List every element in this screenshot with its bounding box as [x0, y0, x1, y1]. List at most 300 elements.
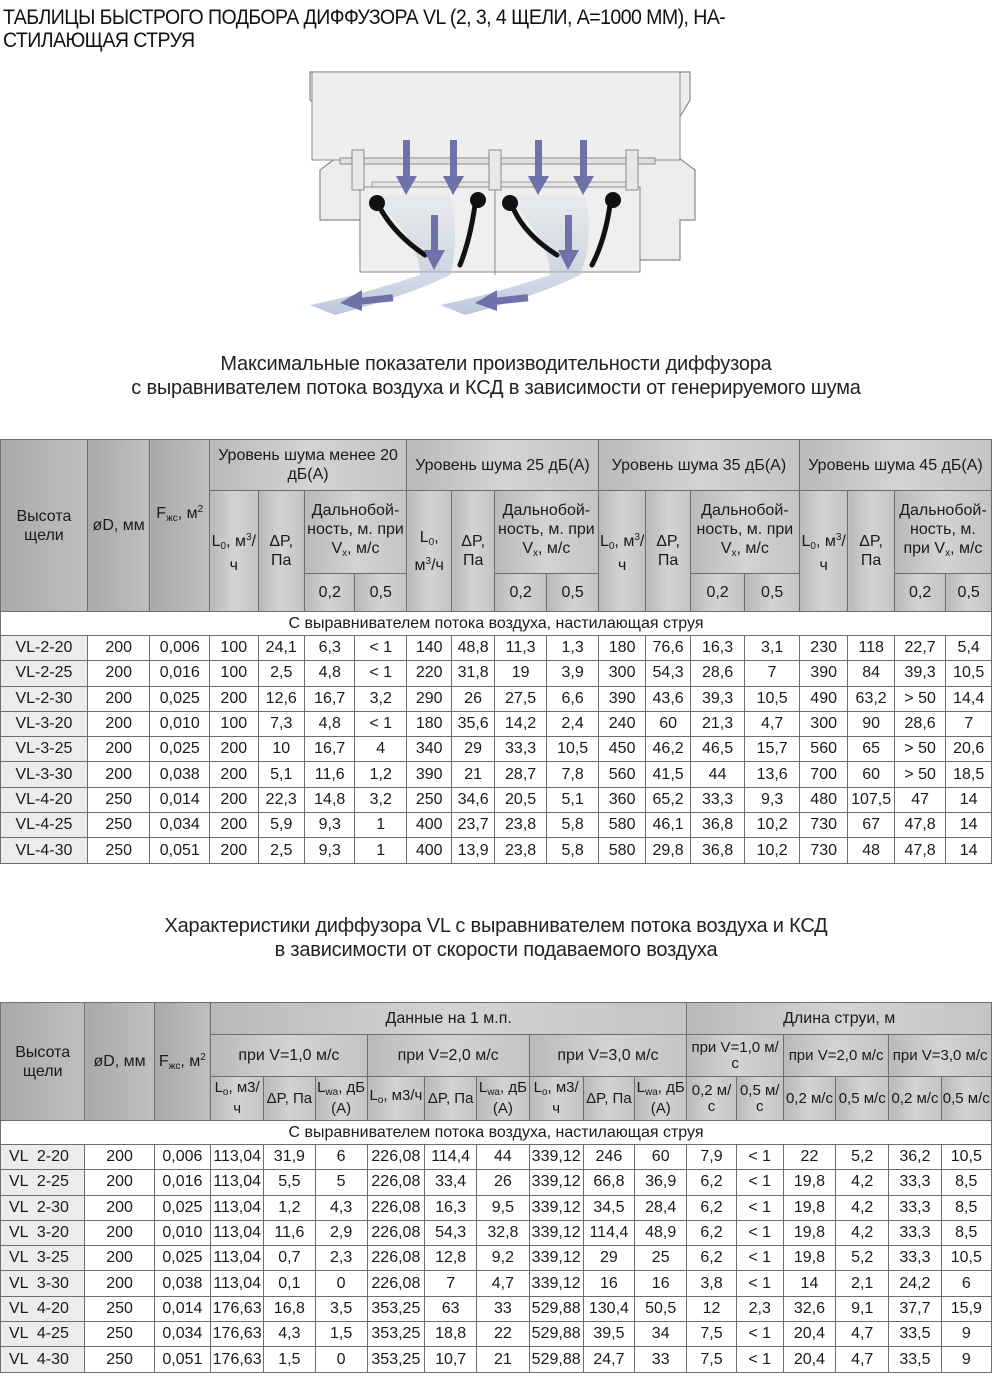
value-cell: 113,04	[211, 1145, 264, 1170]
value-cell: 32,6	[783, 1296, 835, 1321]
value-cell: 6	[941, 1271, 991, 1296]
value-cell: 6,2	[687, 1220, 736, 1245]
header-noise-group-45: Уровень шума 45 дБ(А)	[799, 440, 991, 491]
value-cell: 4,8	[304, 711, 355, 736]
value-cell: 19,8	[783, 1246, 835, 1271]
value-cell: 33	[635, 1347, 687, 1372]
value-cell: 14	[946, 787, 992, 812]
model-cell: VL 3-30	[1, 1271, 85, 1296]
value-cell: 353,25	[367, 1347, 424, 1372]
value-cell: 7	[946, 711, 992, 736]
value-cell: 4,2	[836, 1170, 889, 1195]
value-cell: 39,3	[894, 661, 946, 686]
value-cell: 33,3	[889, 1195, 941, 1220]
table-row	[1, 1195, 992, 1220]
value-cell: 10,2	[745, 838, 800, 863]
header-throw: Дальнобой-ность, м. при $V_x$, м/с	[690, 491, 799, 574]
model-cell: VL 2-30	[1, 1195, 85, 1220]
model-cell: VL 3-25	[1, 1246, 85, 1271]
value-cell: 18,5	[946, 762, 992, 787]
value-cell: 6,2	[687, 1195, 736, 1220]
value-cell: 300	[598, 661, 645, 686]
value-cell: 529,88	[529, 1296, 583, 1321]
table1-caption-line-1: Максимальные показатели производительности диффузора	[220, 353, 772, 375]
value-cell: 48	[848, 838, 894, 863]
value-cell: 226,08	[367, 1145, 424, 1170]
value-cell: 24,1	[258, 636, 304, 661]
header-v05: 0,5	[547, 574, 599, 612]
value-cell: 25	[635, 1246, 687, 1271]
value-cell: 16,8	[264, 1296, 315, 1321]
value-cell: 2,1	[836, 1271, 889, 1296]
value-cell: 0	[315, 1347, 367, 1372]
table-row	[1, 1347, 992, 1372]
value-cell: 2,4	[547, 711, 599, 736]
header-diameter: øD, мм	[87, 440, 150, 612]
value-cell: 200	[85, 1220, 154, 1245]
value-cell: 19,8	[783, 1170, 835, 1195]
value-cell: 2,5	[258, 661, 304, 686]
value-cell: 10,5	[547, 737, 599, 762]
value-cell: 7	[425, 1271, 477, 1296]
value-cell: 7,9	[687, 1145, 736, 1170]
value-cell: 4,8	[304, 661, 355, 686]
value-cell: 9,1	[836, 1296, 889, 1321]
value-cell: 10,5	[941, 1246, 991, 1271]
table2-caption-line-1: Характеристики диффузора VL с выравнивателем потока воздуха и КСД	[164, 915, 828, 937]
value-cell: 28,7	[494, 762, 547, 787]
value-cell: < 1	[355, 661, 407, 686]
table-row	[1, 762, 992, 787]
value-cell: 26	[477, 1170, 529, 1195]
value-cell: 8,5	[941, 1195, 991, 1220]
value-cell: 200	[87, 686, 150, 711]
value-cell: 3,5	[315, 1296, 367, 1321]
value-cell: 66,8	[583, 1170, 634, 1195]
value-cell: 200	[210, 838, 258, 863]
table-row	[1, 1220, 992, 1245]
header-speed-2: при V=2,0 м/с	[367, 1035, 529, 1077]
value-cell: 2,9	[315, 1220, 367, 1245]
value-cell: 12,6	[258, 686, 304, 711]
value-cell: 529,88	[529, 1347, 583, 1372]
value-cell: 180	[598, 636, 645, 661]
noise-performance-table	[0, 439, 992, 864]
value-cell: 24,2	[889, 1271, 941, 1296]
header-pressure-drop: ΔP, Па	[258, 491, 304, 612]
model-cell: VL 2-25	[1, 1170, 85, 1195]
value-cell: 0,014	[150, 787, 210, 812]
value-cell: 560	[598, 762, 645, 787]
value-cell: 47	[894, 787, 946, 812]
value-cell: 15,7	[745, 737, 800, 762]
value-cell: 360	[598, 787, 645, 812]
value-cell: < 1	[736, 1220, 783, 1245]
value-cell: 34	[635, 1322, 687, 1347]
value-cell: 46,2	[646, 737, 690, 762]
header-jet-speed-3: при V=3,0 м/с	[889, 1035, 992, 1077]
header-v02: 0,2	[304, 574, 355, 612]
value-cell: 36,9	[635, 1170, 687, 1195]
value-cell: 176,63	[211, 1296, 264, 1321]
value-cell: 14,2	[494, 711, 547, 736]
value-cell: > 50	[894, 762, 946, 787]
value-cell: 450	[598, 737, 645, 762]
value-cell: 20,4	[783, 1322, 835, 1347]
value-cell: 100	[210, 711, 258, 736]
value-cell: 100	[210, 661, 258, 686]
value-cell: 35,6	[452, 711, 494, 736]
value-cell: 113,04	[211, 1271, 264, 1296]
value-cell: 113,04	[211, 1195, 264, 1220]
value-cell: 16,3	[690, 636, 745, 661]
value-cell: 0	[315, 1271, 367, 1296]
value-cell: 16	[635, 1271, 687, 1296]
value-cell: 10,7	[425, 1347, 477, 1372]
value-cell: 5,8	[547, 838, 599, 863]
header-v05: 0,5 м/с	[836, 1077, 889, 1121]
value-cell: < 1	[355, 636, 407, 661]
value-cell: 339,12	[529, 1195, 583, 1220]
value-cell: 9,3	[745, 787, 800, 812]
value-cell: 23,8	[494, 838, 547, 863]
value-cell: 34,5	[583, 1195, 634, 1220]
value-cell: 339,12	[529, 1271, 583, 1296]
value-cell: 44	[477, 1145, 529, 1170]
value-cell: 0,010	[154, 1220, 210, 1245]
header-sound-level: $L_{wa}$, дБ (А)	[477, 1077, 529, 1121]
value-cell: 200	[85, 1170, 154, 1195]
value-cell: 0,025	[154, 1195, 210, 1220]
value-cell: 6,6	[547, 686, 599, 711]
value-cell: 46,5	[690, 737, 745, 762]
value-cell: 5,2	[836, 1246, 889, 1271]
table-row	[1, 636, 992, 661]
model-cell: VL-2-25	[1, 661, 88, 686]
value-cell: 33,4	[425, 1170, 477, 1195]
value-cell: 33,3	[889, 1220, 941, 1245]
model-cell: VL-3-30	[1, 762, 88, 787]
value-cell: 390	[407, 762, 452, 787]
value-cell: 60	[646, 711, 690, 736]
value-cell: 33,5	[889, 1322, 941, 1347]
header-noise-group-35: Уровень шума 35 дБ(А)	[598, 440, 799, 491]
value-cell: 0,034	[154, 1322, 210, 1347]
value-cell: 176,63	[211, 1322, 264, 1347]
value-cell: 5,8	[547, 813, 599, 838]
value-cell: < 1	[736, 1195, 783, 1220]
value-cell: 0,016	[150, 661, 210, 686]
value-cell: 33,5	[889, 1347, 941, 1372]
value-cell: 60	[635, 1145, 687, 1170]
value-cell: 54,3	[646, 661, 690, 686]
value-cell: 2,3	[315, 1246, 367, 1271]
value-cell: 19,8	[783, 1220, 835, 1245]
header-data-per-meter: Данные на 1 м.п.	[211, 1003, 687, 1035]
value-cell: 580	[598, 813, 645, 838]
value-cell: 0,051	[150, 838, 210, 863]
value-cell: 4,7	[745, 711, 800, 736]
value-cell: 0,7	[264, 1246, 315, 1271]
value-cell: 1,2	[264, 1195, 315, 1220]
value-cell: 480	[799, 787, 847, 812]
page-title-line-2: СТИЛАЮЩАЯ СТРУЯ	[3, 29, 195, 52]
header-slot-height: Высота щели	[1, 440, 88, 612]
header-throw: Дальнобой-ность, м. при $V_x$, м/с	[894, 491, 991, 574]
value-cell: < 1	[736, 1145, 783, 1170]
value-cell: 4,7	[477, 1271, 529, 1296]
value-cell: 2,5	[258, 838, 304, 863]
header-speed-1: при V=1,0 м/с	[211, 1035, 368, 1077]
header-speed-3: при V=3,0 м/с	[529, 1035, 687, 1077]
header-pressure-drop: ΔP, Па	[452, 491, 494, 612]
value-cell: 48,8	[452, 636, 494, 661]
value-cell: 560	[799, 737, 847, 762]
value-cell: 7,8	[547, 762, 599, 787]
value-cell: 226,08	[367, 1195, 424, 1220]
header-airflow: $L_o$, м3/ч	[529, 1077, 583, 1121]
header-pressure-drop: ΔP, Па	[264, 1077, 315, 1121]
value-cell: 113,04	[211, 1220, 264, 1245]
value-cell: 14	[783, 1271, 835, 1296]
value-cell: 7,3	[258, 711, 304, 736]
value-cell: 16	[583, 1271, 634, 1296]
value-cell: 10,5	[941, 1145, 991, 1170]
value-cell: 43,6	[646, 686, 690, 711]
value-cell: 176,63	[211, 1347, 264, 1372]
value-cell: 700	[799, 762, 847, 787]
value-cell: 580	[598, 838, 645, 863]
model-cell: VL-2-20	[1, 636, 88, 661]
header-v05: 0,5 м/с	[736, 1077, 783, 1121]
value-cell: 8,5	[941, 1170, 991, 1195]
value-cell: 41,5	[646, 762, 690, 787]
value-cell: > 50	[894, 737, 946, 762]
value-cell: 5,9	[258, 813, 304, 838]
value-cell: 10,2	[745, 813, 800, 838]
value-cell: 390	[598, 686, 645, 711]
value-cell: 22	[477, 1322, 529, 1347]
value-cell: 250	[87, 813, 150, 838]
table2-caption	[0, 914, 992, 962]
value-cell: 1	[355, 813, 407, 838]
value-cell: 300	[799, 711, 847, 736]
table1-caption-line-2: с выравнивателем потока воздуха и КСД в зависимости от генерируемого шума	[131, 377, 861, 399]
value-cell: 6,2	[687, 1170, 736, 1195]
value-cell: 240	[598, 711, 645, 736]
value-cell: 7,5	[687, 1322, 736, 1347]
value-cell: 4,3	[264, 1322, 315, 1347]
value-cell: 226,08	[367, 1246, 424, 1271]
value-cell: 340	[407, 737, 452, 762]
value-cell: 3,8	[687, 1271, 736, 1296]
table-row	[1, 686, 992, 711]
value-cell: 353,25	[367, 1296, 424, 1321]
header-noise-group-20: Уровень шума менее 20 дБ(А)	[210, 440, 407, 491]
value-cell: 11,3	[494, 636, 547, 661]
value-cell: 200	[85, 1145, 154, 1170]
header-pressure-drop: ΔP, Па	[848, 491, 894, 612]
header-airflow: $L_o$, м3/ч	[211, 1077, 264, 1121]
value-cell: 33,3	[889, 1170, 941, 1195]
value-cell: 200	[85, 1195, 154, 1220]
header-sound-level: $L_{wa}$, дБ (А)	[635, 1077, 687, 1121]
value-cell: > 50	[894, 686, 946, 711]
value-cell: 47,8	[894, 813, 946, 838]
table-row	[1, 1296, 992, 1321]
value-cell: 5,1	[258, 762, 304, 787]
value-cell: 490	[799, 686, 847, 711]
value-cell: 6,3	[304, 636, 355, 661]
header-airflow: $L_0$, $м^3/ч$	[210, 491, 258, 612]
value-cell: 290	[407, 686, 452, 711]
value-cell: 200	[210, 737, 258, 762]
value-cell: 20,6	[946, 737, 992, 762]
value-cell: 4	[355, 737, 407, 762]
value-cell: 39,3	[690, 686, 745, 711]
value-cell: 16,3	[425, 1195, 477, 1220]
value-cell: 250	[87, 787, 150, 812]
value-cell: 0,025	[150, 686, 210, 711]
value-cell: 0,006	[150, 636, 210, 661]
value-cell: 7	[745, 661, 800, 686]
value-cell: 4,2	[836, 1195, 889, 1220]
value-cell: 63	[425, 1296, 477, 1321]
value-cell: 0,014	[154, 1296, 210, 1321]
model-cell: VL-2-30	[1, 686, 88, 711]
value-cell: 28,6	[690, 661, 745, 686]
value-cell: 339,12	[529, 1170, 583, 1195]
value-cell: 60	[848, 762, 894, 787]
value-cell: 390	[799, 661, 847, 686]
value-cell: 27,5	[494, 686, 547, 711]
value-cell: 200	[85, 1271, 154, 1296]
value-cell: 63,2	[848, 686, 894, 711]
value-cell: 200	[210, 787, 258, 812]
value-cell: 22,3	[258, 787, 304, 812]
value-cell: 200	[210, 762, 258, 787]
value-cell: 22	[783, 1145, 835, 1170]
value-cell: 353,25	[367, 1322, 424, 1347]
value-cell: 14	[946, 813, 992, 838]
header-v05: 0,5 м/с	[941, 1077, 991, 1121]
header-slot-height: Высота щели	[1, 1003, 85, 1121]
table-row	[1, 813, 992, 838]
value-cell: 28,4	[635, 1195, 687, 1220]
table2-caption-line-2: в зависимости от скорости подаваемого воздуха	[274, 939, 718, 961]
value-cell: 44	[690, 762, 745, 787]
header-v05: 0,5	[355, 574, 407, 612]
value-cell: 339,12	[529, 1145, 583, 1170]
value-cell: 114,4	[583, 1220, 634, 1245]
value-cell: 0,051	[154, 1347, 210, 1372]
table-row	[1, 1322, 992, 1347]
value-cell: 0,010	[150, 711, 210, 736]
value-cell: 13,9	[452, 838, 494, 863]
header-free-area: $F_{жс}$, $м^2$	[150, 440, 210, 612]
value-cell: 118	[848, 636, 894, 661]
value-cell: 10	[258, 737, 304, 762]
value-cell: 5,5	[264, 1170, 315, 1195]
table-row	[1, 737, 992, 762]
table-row	[1, 661, 992, 686]
header-noise-group-25: Уровень шума 25 дБ(А)	[407, 440, 599, 491]
table-row	[1, 787, 992, 812]
value-cell: 9,3	[304, 813, 355, 838]
value-cell: 32,8	[477, 1220, 529, 1245]
table-row	[1, 711, 992, 736]
value-cell: 180	[407, 711, 452, 736]
value-cell: 24,7	[583, 1347, 634, 1372]
header-free-area: $F_{жс}$, $м^2$	[154, 1003, 210, 1121]
value-cell: 31,8	[452, 661, 494, 686]
value-cell: 100	[210, 636, 258, 661]
value-cell: 50,5	[635, 1296, 687, 1321]
value-cell: 230	[799, 636, 847, 661]
value-cell: 19,8	[783, 1195, 835, 1220]
value-cell: 4,7	[836, 1322, 889, 1347]
value-cell: 20,5	[494, 787, 547, 812]
value-cell: 33	[477, 1296, 529, 1321]
header-pressure-drop: ΔP, Па	[425, 1077, 477, 1121]
value-cell: 36,8	[690, 838, 745, 863]
value-cell: 34,6	[452, 787, 494, 812]
model-cell: VL 4-30	[1, 1347, 85, 1372]
header-jet-speed-1: при V=1,0 м/с	[687, 1035, 783, 1077]
value-cell: < 1	[355, 711, 407, 736]
value-cell: 6,2	[687, 1246, 736, 1271]
header-airflow: $L_0$, $м^3/ч$	[598, 491, 645, 612]
page-title	[3, 6, 924, 52]
value-cell: 5	[315, 1170, 367, 1195]
header-pressure-drop: ΔP, Па	[646, 491, 690, 612]
value-cell: 9	[941, 1322, 991, 1347]
value-cell: 12	[687, 1296, 736, 1321]
value-cell: 39,5	[583, 1322, 634, 1347]
value-cell: 22,7	[894, 636, 946, 661]
value-cell: 29,8	[646, 838, 690, 863]
header-airflow: $L_0$, $м^3/ч$	[799, 491, 847, 612]
value-cell: 226,08	[367, 1220, 424, 1245]
value-cell: 26	[452, 686, 494, 711]
value-cell: < 1	[736, 1170, 783, 1195]
value-cell: 246	[583, 1145, 634, 1170]
value-cell: 9,5	[477, 1195, 529, 1220]
value-cell: 6	[315, 1145, 367, 1170]
value-cell: 2,3	[736, 1296, 783, 1321]
value-cell: 0,038	[154, 1271, 210, 1296]
table-row	[1, 1145, 992, 1170]
value-cell: < 1	[736, 1347, 783, 1372]
value-cell: 5,4	[946, 636, 992, 661]
value-cell: 529,88	[529, 1322, 583, 1347]
value-cell: 28,6	[894, 711, 946, 736]
value-cell: 4,7	[836, 1347, 889, 1372]
value-cell: 8,5	[941, 1220, 991, 1245]
value-cell: 33,3	[494, 737, 547, 762]
value-cell: 200	[87, 711, 150, 736]
value-cell: 11,6	[264, 1220, 315, 1245]
header-airflow: $L_0$, $м^3/ч$	[407, 491, 452, 612]
header-v02: 0,2 м/с	[889, 1077, 941, 1121]
header-jet-speed-2: при V=2,0 м/с	[783, 1035, 889, 1077]
value-cell: 400	[407, 838, 452, 863]
header-v05: 0,5	[745, 574, 800, 612]
diffuser-diagram-icon	[300, 70, 700, 320]
value-cell: 36,8	[690, 813, 745, 838]
table1-caption	[0, 352, 992, 400]
value-cell: 130,4	[583, 1296, 634, 1321]
